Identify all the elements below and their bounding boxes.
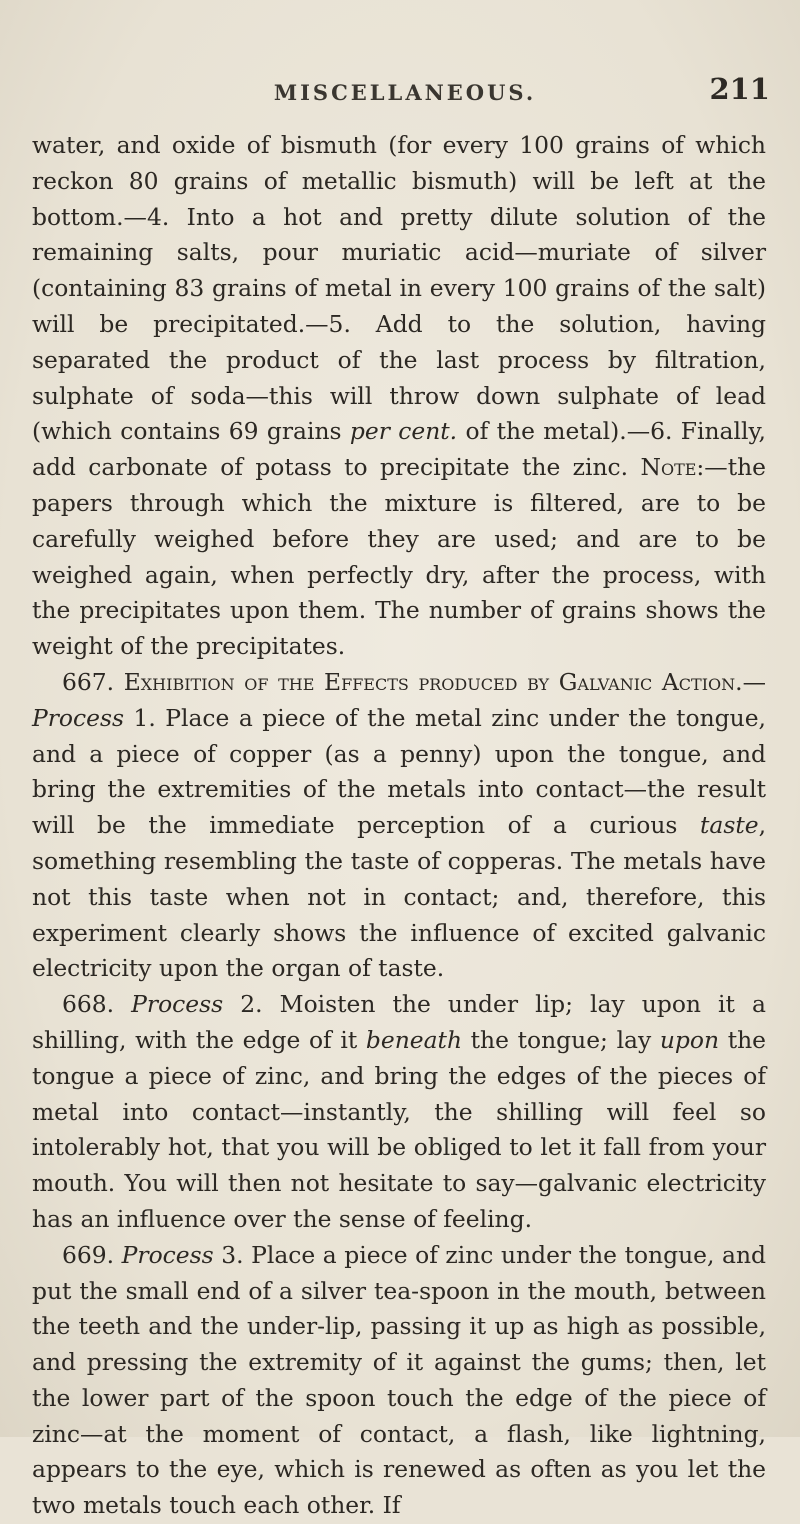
paragraph-continuation xyxy=(32,128,766,665)
text-run: :—the papers through which the mixture is filtered, are to be carefully weighed before they are used; and are to be weighed again, when perfectly dry, after the process, with the precipitates upon them. The number of grains shows the weight of the precipitates. xyxy=(32,453,766,661)
text-run: Process xyxy=(121,1240,214,1269)
text-run: the tongue a piece of zinc, and bring the edges of the pieces of metal into contact—instantly, the shilling will feel so intolerably hot, that you will be obliged to let it fall from your mouth. You will then not hesitate to say—galvanic electricity has an influence over the sense of feeling. xyxy=(32,1025,766,1233)
text-run: 668. xyxy=(62,990,132,1019)
paragraph-667 xyxy=(32,665,766,987)
paragraph-668 xyxy=(32,987,766,1238)
text-run: 3. Place a piece of zinc under the tongue, and put the small end of a silver tea-spoon in the mouth, between the teeth and the under-lip, passing it up as high as possible, and pressing the extremity of it against the gums; then, let the lower part of the spoon touch the edge of the piece of zinc—at the moment of contact, a flash, like lightning, appears to the eye, which is renewed as often as you let the two metals touch each other. If xyxy=(32,1240,766,1520)
text-run: 1. Place a piece of the metal zinc under the tongue, and a piece of copper (as a penny) upon the tongue, and bring the extremities of the metals into contact—the result will be the immediate perception of a curious xyxy=(32,703,766,840)
text-run: upon xyxy=(659,1025,720,1054)
text-run: taste xyxy=(699,811,759,840)
text-run: beneath xyxy=(365,1025,463,1054)
text-run: water, and oxide of bismuth (for every 100 grains of which reckon 80 grains of metallic bismuth) will be left at the bottom.—4. Into a hot and pretty dilute solution of the remaining salts, pour muriatic acid—muriate of silver (containing 83 grains of metal in every 100 grains of the salt) will be precipitated.—5. Add to the solution, having separated the product of the last process by filtration, sulphate of soda—this will throw down sulphate of lead (which contains 69 grains xyxy=(32,131,766,446)
text-run: , something resembling the taste of copperas. The metals have not this taste when not in contact; and, therefore, this experiment clearly shows the influence of excited galvanic electricity upon the organ of taste. xyxy=(32,811,766,983)
text-run: .— xyxy=(735,667,766,696)
paragraph-669 xyxy=(32,1238,766,1524)
text-run: 669. xyxy=(62,1240,122,1269)
page-number: 211 xyxy=(709,72,770,106)
text-run: Exhibition of the Effects produced by Galvanic Action xyxy=(123,667,736,696)
running-head xyxy=(40,72,770,108)
text-run: Process xyxy=(32,703,124,732)
body-text xyxy=(32,128,766,1524)
text-run: the tongue; lay xyxy=(462,1025,660,1054)
text-run: 2. Moisten the under lip; lay upon it a shilling, with the edge of it xyxy=(32,990,766,1054)
text-run: of the metal).—6. Finally, add carbonate of potass to precipitate the zinc. xyxy=(32,417,766,482)
text-run: 667. xyxy=(62,667,124,696)
text-run: Process xyxy=(131,990,224,1019)
text-run: per cent. xyxy=(349,417,458,446)
running-title: MISCELLANEOUS. xyxy=(273,80,537,105)
text-run: Note xyxy=(640,453,697,482)
